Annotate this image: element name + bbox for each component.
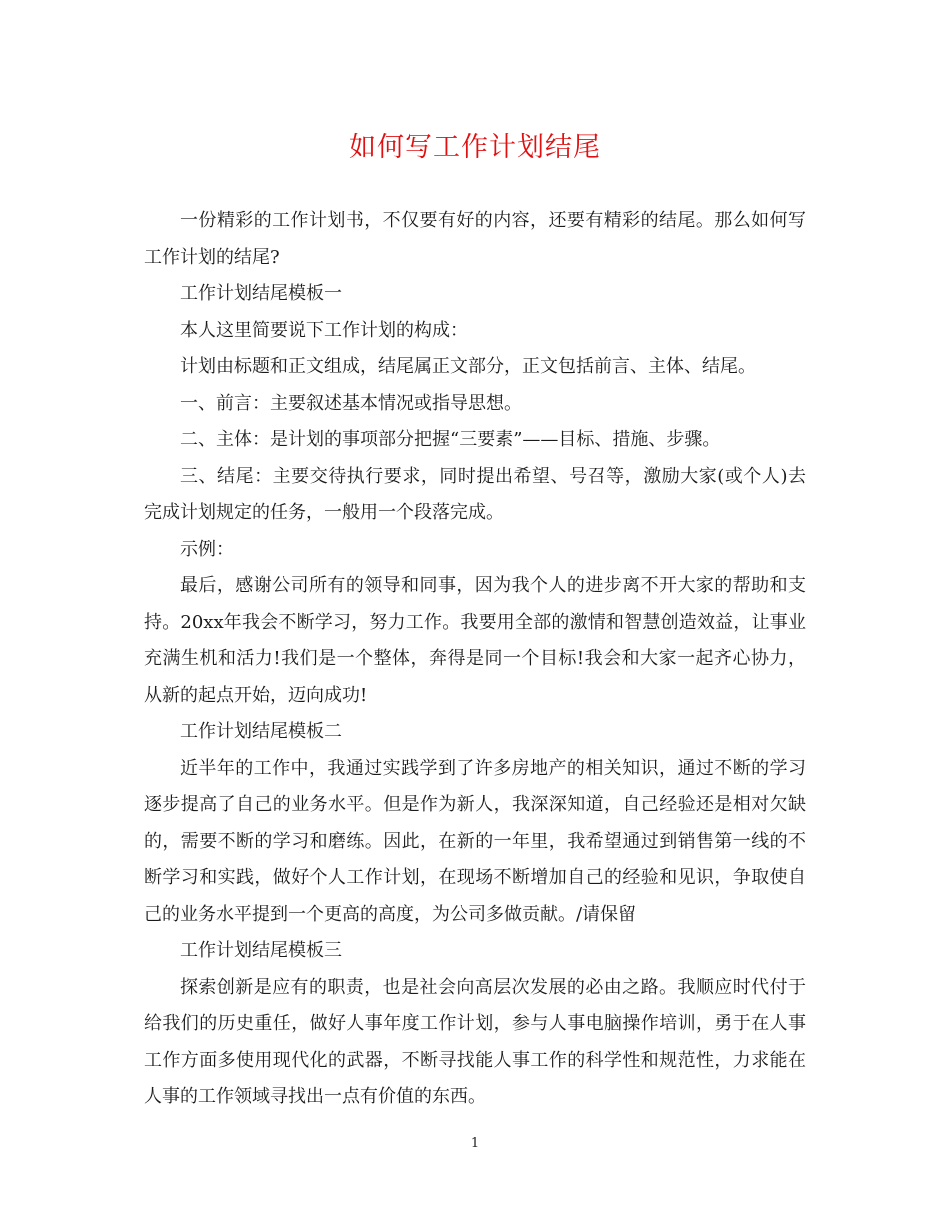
paragraph-structure: 计划由标题和正文组成，结尾属正文部分，正文包括前言、主体、结尾。: [180, 356, 756, 377]
document-body: [144, 203, 806, 1116]
paragraph-ending: 三、结尾：主要交待执行要求，同时提出希望、号召等，激励大家(或个人)去完成计划规定的任务，一般用一个段落完成。: [144, 465, 806, 523]
paragraph-template-two: 近半年的工作中，我通过实践学到了许多房地产的相关知识，通过不断的学习逐步提高了自己的业务水平。但是作为新人，我深深知道，自己经验还是相对欠缺的，需要不断的学习和磨练。因此，在新的一年里，我希望通过到销售第一线的不断学习和实践，做好个人工作计划，在现场不断增加自己的经验和见识，争取使自己的业务水平提到一个更高的高度，为公司多做贡献。/请保留: [144, 757, 806, 925]
paragraph-intro: 一份精彩的工作计划书，不仅要有好的内容，还要有精彩的结尾。那么如何写工作计划的结尾?: [144, 210, 806, 268]
paragraph-template-three: 探索创新是应有的职责，也是社会向高层次发展的必由之路。我顺应时代付于给我们的历史重任，做好人事年度工作计划，参与人事电脑操作培训，勇于在人事工作方面多使用现代化的武器，不断寻找能人事工作的科学性和规范性，力求能在人事的工作领域寻找出一点有价值的东西。: [144, 976, 806, 1107]
heading-template-three: 工作计划结尾模板三: [180, 940, 342, 961]
paragraph-structure-intro: 本人这里简要说下工作计划的构成：: [180, 319, 468, 341]
paragraph-example-label: 示例：: [180, 538, 234, 560]
paragraph-example: 最后，感谢公司所有的领导和同事，因为我个人的进步离不开大家的帮助和支持。20xx年我会不断学习，努力工作。我要用全部的激情和智慧创造效益，让事业充满生机和活力!我们是一个整体，奔得是同一个目标!我会和大家一起齐心协力，从新的起点开始，迈向成功!: [144, 575, 806, 706]
heading-template-two: 工作计划结尾模板二: [180, 721, 342, 742]
document-title: 如何写工作计划结尾: [349, 132, 601, 163]
paragraph-main-body: 二、主体：是计划的事项部分把握“三要素”——目标、措施、步骤。: [180, 429, 721, 450]
heading-template-one: 工作计划结尾模板一: [180, 283, 342, 304]
paragraph-preface: 一、前言：主要叙述基本情况或指导思想。: [180, 392, 522, 414]
page-number: 1: [470, 1136, 480, 1151]
